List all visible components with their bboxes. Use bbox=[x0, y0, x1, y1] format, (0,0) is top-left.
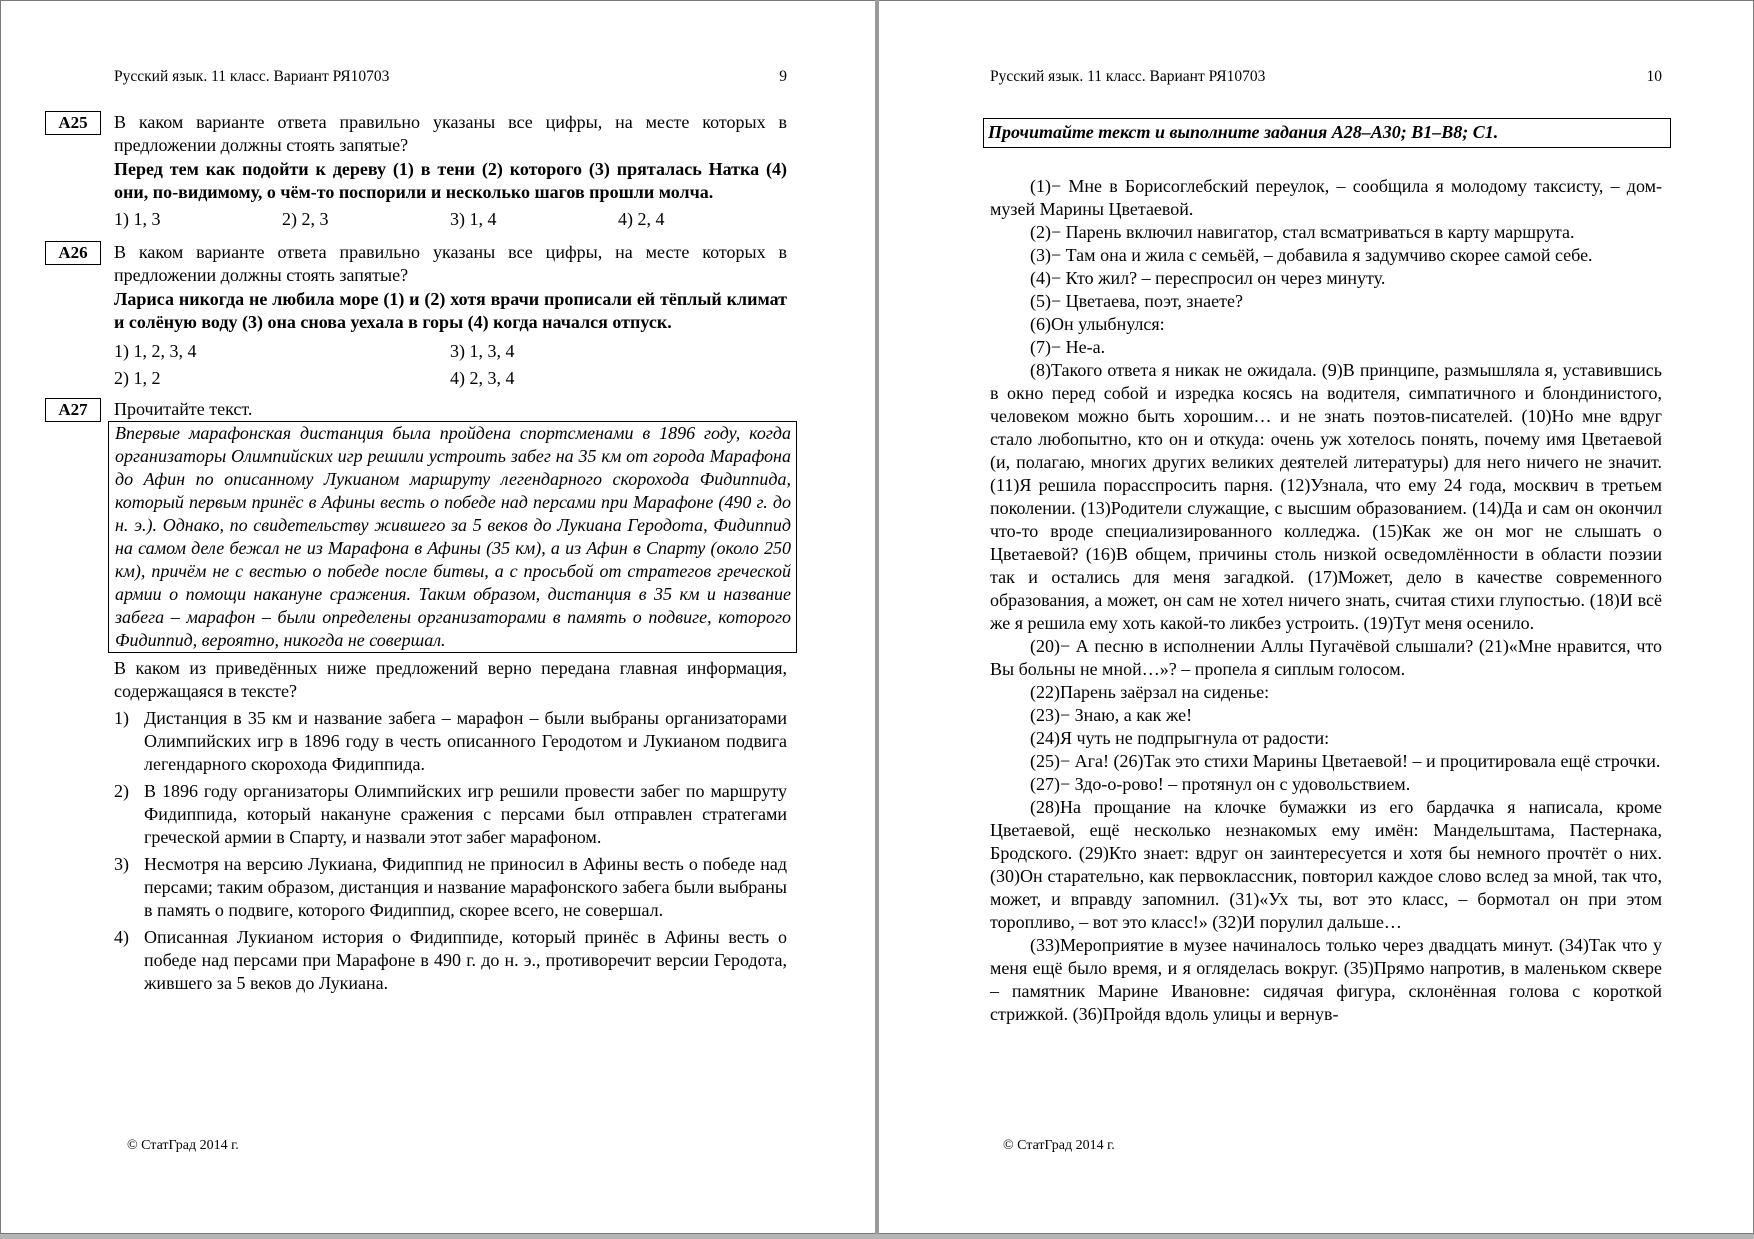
a25-option: 3) 1, 4 bbox=[450, 209, 497, 229]
story-paragraph: (25)− Ага! (26)Так это стихи Марины Цветаевой! – и процитировала ещё строчки. bbox=[1030, 751, 1661, 771]
story-paragraph: (2)− Парень включил навигатор, стал всматриваться в карту маршрута. bbox=[1030, 222, 1575, 242]
story-paragraph: (4)− Кто жил? – переспросил он через минуту. bbox=[1030, 268, 1386, 288]
story-paragraph: (28)На прощание на клочке бумажки из его бардачка я написала, кроме Цветаевой, ещё несколько незнакомых ему имён: Мандельштама, Пастернака, Бродского. (29)Кто знает: вдруг он заинтересуется и хотя бы немного прочтёт о них. (30)Он старательно, как первоклассник, повторил каждое слово вслед за мной, так что, может, и вправду запомнил. (31)«Ух ты, вот это класс, – бормотал он при этом торопливо, – вот это класс!» (32)И порулил дальше… bbox=[990, 797, 1662, 932]
a25-prompt: В каком варианте ответа правильно указаны все цифры, на месте которых в предложении должны стоять запятые? bbox=[114, 112, 787, 155]
answer-text: Описанная Лукианом история о Фидиппиде, который принёс в Афины весть о победе над персами при Марафоне в 490 г. до н. э., противоречит версии Геродота, жившего за 5 веков до Лукиана. bbox=[144, 927, 787, 993]
answer-number: 4) bbox=[114, 927, 129, 947]
left-page-footer: © СтатГрад 2014 г. bbox=[127, 1138, 239, 1153]
a27-answer bbox=[114, 926, 787, 995]
answer-number: 1) bbox=[114, 708, 129, 728]
a25-option: 2) 2, 3 bbox=[282, 209, 329, 229]
a27-question: В каком из приведённых ниже предложений верно передана главная информация, содержащаяся в тексте? bbox=[114, 658, 787, 701]
right-page-header bbox=[990, 68, 1662, 86]
a26-prompt: В каком варианте ответа правильно указаны все цифры, на месте которых в предложении должны стоять запятые? bbox=[114, 242, 787, 285]
task-instruction-box: Прочитайте текст и выполните задания А28–А30; В1–В8; С1. bbox=[983, 118, 1671, 148]
story-paragraph: (6)Он улыбнулся: bbox=[1030, 314, 1165, 334]
a25-option: 1) 1, 3 bbox=[114, 209, 161, 229]
a26-option: 4) 2, 3, 4 bbox=[450, 368, 515, 388]
answer-text: В 1896 году организаторы Олимпийских игр решили провести забег по маршруту Фидиппида, который накануне сражения с персами был отправлен стратегами греческой армии в Спарту, и назвали этот забег марафоном. bbox=[144, 781, 787, 847]
a26-option: 3) 1, 3, 4 bbox=[450, 341, 515, 361]
a25-sentence: Перед тем как подойти к дереву (1) в тени (2) которого (3) пряталась Натка (4) они, по-видимому, о чём-то поспорили и несколько шагов прошли молча. bbox=[114, 159, 787, 202]
story-paragraph: (20)− А песню в исполнении Аллы Пугачёвой слышали? (21)«Мне нравится, что Вы больны не мной…»? – пропела я сиплым голосом. bbox=[990, 636, 1662, 679]
a26-sentence: Лариса никогда не любила море (1) и (2) хотя врачи прописали ей тёплый климат и солёную воду (3) она снова уехала в горы (4) когда начался отпуск. bbox=[114, 289, 787, 332]
story-paragraph: (1)− Мне в Борисоглебский переулок, – сообщила я молодому таксисту, – дом-музей Марины Цветаевой. bbox=[990, 176, 1662, 219]
a27-answer bbox=[114, 780, 787, 849]
right-header-title: Русский язык. 11 класс. Вариант РЯ10703 bbox=[990, 68, 1266, 85]
bottom-edge bbox=[0, 1234, 1754, 1239]
right-page-footer: © СтатГрад 2014 г. bbox=[1003, 1138, 1115, 1153]
left-page-number: 9 bbox=[779, 68, 787, 85]
question-a27 bbox=[58, 398, 791, 995]
story-paragraph: (8)Такого ответа я никак не ожидала. (9)В принципе, размышляла я, уставившись в окно перед собой и изредка косясь на водителя, симпатичного и блондинистого, человеком можно быть хорошим… и не знать поэтов-писателей. (10)Но мне вдруг стало любопытно, кто он и откуда: очень уж хотелось понять, почему имя Цветаевой (и, полагаю, многих других великих деятелей литературы) для него ничего не значит. (11)Я решила порасспросить парня. (12)Узнала, что ему 24 года, москвич в третьем поколении. (13)Родители служащие, с высшим образованием. (14)Да и сам он окончил что-то вроде специализированного колледжа. (15)Как же он мог не слышать о Цветаевой? (16)В общем, причины столь низкой осведомлённости в области поэзии так и остались для меня загадкой. (17)Может, дело в качестве современного образования, а может, он сам не хотел ничего знать, считая стихи глупостью. (18)И всё же я решила ему хоть какой-то ликбез устроить. (19)Тут меня осенило. bbox=[990, 360, 1662, 633]
a27-passage: Впервые марафонская дистанция была пройдена спортсменами в 1896 году, когда организаторы Олимпийских игр решили устроить забег на 35 км от города Марафона до Афин по описанному Лукианом маршруту легендарного скорохода Фидиппида, который первым принёс в Афины весть о победе над персами при Марафоне (490 г. до н. э.). Однако, по свидетельству жившего за 5 веков до Лукиана Геродота, Фидиппид на самом деле бежал не из Марафона в Афины (35 км), а из Афин в Спарту (около 250 км), причём не с вестью о победе после битвы, а с просьбой от стратегов греческой армии о помощи накануне сражения. Таким образом, дистанция в 35 км и название забега – марафон – были определены организаторами в память о подвиге, которого Фидиппид, вероятно, никогда не совершал. bbox=[115, 423, 791, 650]
a25-option: 4) 2, 4 bbox=[618, 209, 665, 229]
story-paragraph: (5)− Цветаева, поэт, знаете? bbox=[1030, 291, 1243, 311]
a26-option: 1) 1, 2, 3, 4 bbox=[114, 341, 197, 361]
story-paragraph: (24)Я чуть не подпрыгнула от радости: bbox=[1030, 728, 1330, 748]
question-a26 bbox=[58, 241, 787, 390]
left-page-header bbox=[114, 68, 787, 86]
left-header-title: Русский язык. 11 класс. Вариант РЯ10703 bbox=[114, 68, 390, 85]
left-page-content bbox=[58, 111, 791, 995]
a26-option: 2) 1, 2 bbox=[114, 368, 161, 388]
answer-text: Несмотря на версию Лукиана, Фидиппид не приносил в Афины весть о победе над персами; таким образом, дистанция и название марафонского забега были выбраны в память о подвиге, которого Фидиппид, скорее всего, не совершал. bbox=[144, 854, 787, 920]
answer-number: 3) bbox=[114, 854, 129, 874]
task-tag-a25: А25 bbox=[45, 111, 101, 135]
page-gutter bbox=[875, 0, 879, 1239]
story-text bbox=[990, 175, 1662, 1026]
a27-answer bbox=[114, 707, 787, 776]
story-paragraph: (27)− Здо-о-рово! – протянул он с удовольствием. bbox=[1030, 774, 1411, 794]
a27-answer bbox=[114, 853, 787, 922]
task-tag-a27: А27 bbox=[45, 398, 101, 422]
a26-options bbox=[114, 340, 787, 390]
story-paragraph: (22)Парень заёрзал на сиденье: bbox=[1030, 682, 1270, 702]
a27-answers bbox=[114, 707, 787, 995]
a27-intro: Прочитайте текст. bbox=[114, 399, 253, 419]
answer-text: Дистанция в 35 км и название забега – марафон – были выбраны организаторами Олимпийских игр в 1896 году в честь описанного Геродотом и Лукианом подвига легендарного скорохода Фидиппида. bbox=[144, 708, 787, 774]
story-paragraph: (33)Мероприятие в музее начиналось только через двадцать минут. (34)Так что у меня ещё было время, и я огляделась вокруг. (35)Прямо напротив, в маленьком сквере – памятник Марине Ивановне: сидячая фигура, склонённая голова с короткой стрижкой. (36)Пройдя вдоль улицы и вернув- bbox=[990, 935, 1662, 1024]
story-paragraph: (3)− Там она и жила с семьёй, – добавила я задумчиво скорее самой себе. bbox=[1030, 245, 1593, 265]
right-page-number: 10 bbox=[1646, 68, 1662, 85]
task-tag-a26: А26 bbox=[45, 241, 101, 265]
a25-options bbox=[114, 208, 787, 231]
a27-passage-box bbox=[108, 421, 797, 653]
answer-number: 2) bbox=[114, 781, 129, 801]
question-a25 bbox=[58, 111, 787, 231]
story-paragraph: (7)− Не-а. bbox=[1030, 337, 1106, 357]
story-paragraph: (23)− Знаю, а как же! bbox=[1030, 705, 1193, 725]
